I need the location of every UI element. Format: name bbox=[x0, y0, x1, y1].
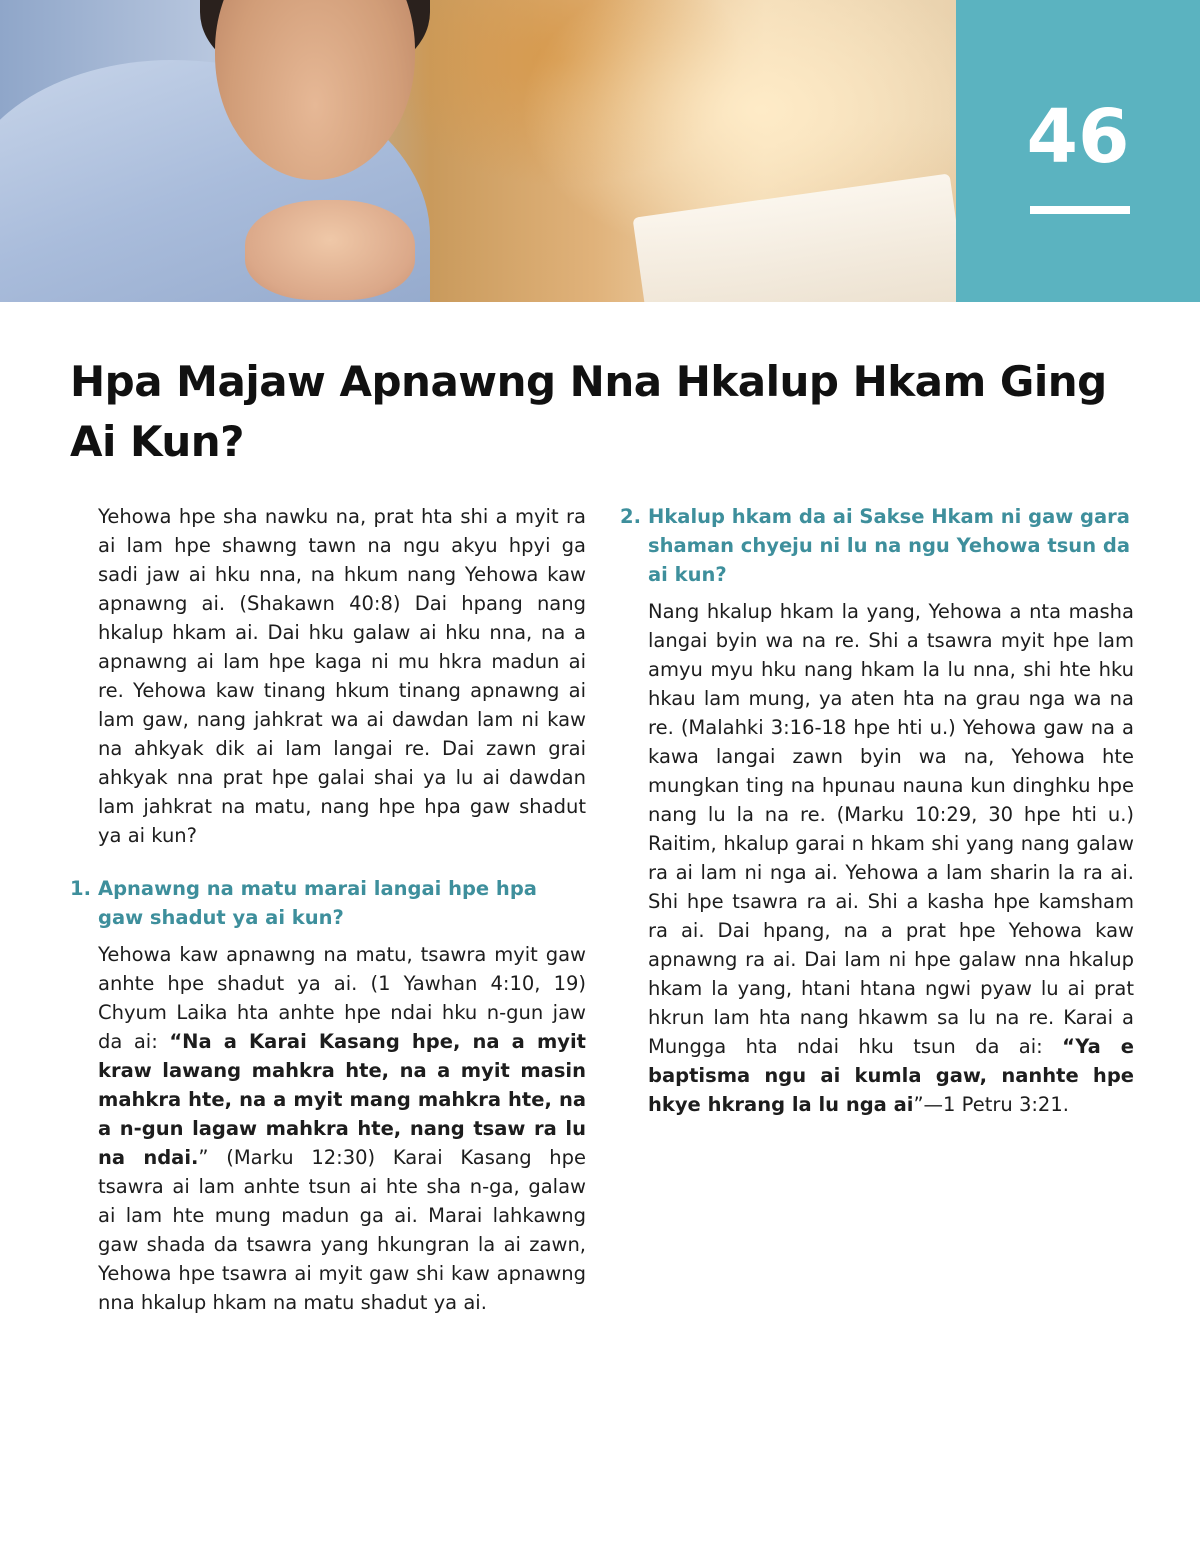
intro-paragraph: Yehowa hpe sha nawku na, prat hta shi a myit ra ai lam hpe shawng tawn na ngu akyu hpyi ga sadi jaw ai hku nna, na hkum nang Yehowa kaw apnawng ai. (Shakawn 40:8) Dai hpang nang hkalup hkam ai. Dai hku galaw ai hku nna, na a apnawng ai lam hpe kaga ni mu hkra madun ai re. Yehowa kaw tinang hkum tinang apnawng ai lam gaw, nang jahkrat wa ai dawdan lam ni kaw na ahkyak dik ai lam langai re. Dai zawn grai ahkyak nna prat hpe galai shai ya lu ai dawdan lam jahkrat na matu, nang hpe hpa gaw shadut ya ai kun? bbox=[98, 505, 586, 847]
question-1-text: Apnawng na matu marai langai hpe hpa gaw shadut ya ai kun? bbox=[98, 877, 537, 929]
page-title: Hpa Majaw Apnawng Nna Hkalup Hkam Ging Ai Kun? bbox=[70, 357, 1107, 466]
answer-2-quote: “Ya e baptisma ngu ai kumla gaw, nanhte hpe hkye hkrang la lu nga ai bbox=[648, 1035, 1134, 1116]
answer-1-text-after: ” (Marku 12:30) Karai Kasang hpe tsawra ai lam anhte tsun ai hte sha n-ga, galaw ai lam hte mung madun ga ai. Marai lahkawng gaw shada da tsawra yang hkungran la ai zawn, Yehowa hpe tsawra ai myit gaw shi kaw apnawng nna hkalup hkam na matu shadut ya ai. bbox=[98, 1146, 586, 1314]
question-2 bbox=[620, 502, 1134, 589]
question-2-text: Hkalup hkam da ai Sakse Hkam ni gaw gara shaman chyeju ni lu na ngu Yehowa tsun da ai kun? bbox=[648, 505, 1130, 586]
header-photo bbox=[0, 0, 956, 302]
question-2-number: 2. bbox=[620, 505, 641, 528]
question-1-number: 1. bbox=[70, 877, 91, 900]
answer-2-text-before: Nang hkalup hkam la yang, Yehowa a nta masha langai byin wa na re. Shi a tsawra myit hpe lam amyu myu hku nang hkam la lu nna, shi hte hku hkau lam mung, ya aten hta na grau nga wa na re. (Malahki 3:16-18 hpe hti u.) Yehowa gaw na a kawa langai zawn byin wa na, Yehowa hte mungkan ting na hpunau nauna kun dinghku hpe nang lu la na re. (Marku 10:29, 30 hpe hti u.) Raitim, hkalup garai n hkam shi yang nang galaw ra ai lam ni nga ai. Yehowa a lam sharin la ra ai. Shi hpe tsawra ra ai. Shi a kasha hpe kamsham ra ai. Dai hpang, na a prat hpe Yehowa kaw apnawng ra ai. Dai lam ni hpe galaw nna hkalup hkam la yang, htani htana ngwi pyaw lu ai prat hkrun lam hta nang hkawm sa lu na re. Karai a Mungga hta ndai hku tsun da ai: bbox=[648, 600, 1134, 1058]
answer-2-paragraph bbox=[620, 597, 1134, 1119]
answer-2-text-after: ”—1 Petru 3:21. bbox=[913, 1093, 1069, 1116]
lesson-number: 46 bbox=[1026, 94, 1130, 180]
question-1 bbox=[70, 874, 586, 932]
lesson-number-underline bbox=[1030, 206, 1130, 214]
right-column bbox=[620, 502, 1134, 1119]
answer-1-text-before: Yehowa kaw apnawng na matu, tsawra myit gaw anhte hpe shadut ya ai. (1 Yawhan 4:10, 19) Chyum Laika hta anhte hpe ndai hku n-gun jaw da ai: bbox=[98, 943, 586, 1053]
answer-1-quote: “Na a Karai Kasang hpe, na a myit kraw lawang mahkra hte, na a myit masin mahkra hte, na a myit mang mahkra hte, na a n-gun lagaw mahkra hte, nang tsaw ra lu na ndai. bbox=[98, 1030, 586, 1169]
answer-1-paragraph bbox=[70, 940, 586, 1317]
lesson-number-tab bbox=[956, 0, 1200, 302]
photo-praying-hands-shape bbox=[245, 200, 415, 300]
photo-open-book-shape bbox=[633, 173, 956, 302]
left-column bbox=[70, 502, 586, 1317]
